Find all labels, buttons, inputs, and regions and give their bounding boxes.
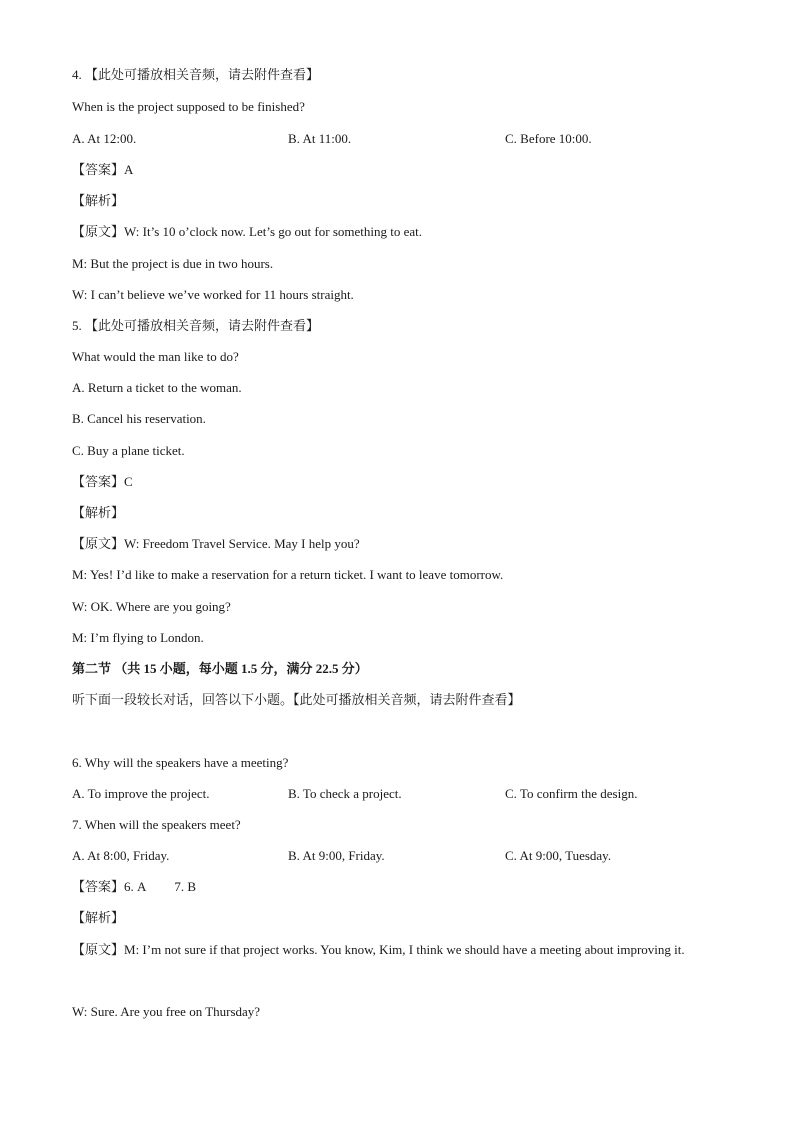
transcript-label: 【原文】 bbox=[72, 536, 125, 551]
q67-analysis-label: 【解析】 bbox=[72, 910, 125, 925]
q4-transcript-line-1 bbox=[72, 224, 422, 240]
q67-answer bbox=[72, 879, 196, 895]
q4-answer bbox=[72, 162, 133, 178]
transcript-label: 【原文】 bbox=[72, 942, 125, 957]
q5-transcript-line-2: M: Yes! I’d like to make a reservation for a return ticket. I want to leave tomorrow. bbox=[72, 567, 504, 582]
transcript-label: 【原文】 bbox=[72, 224, 125, 239]
answer-label: 【答案】 bbox=[72, 879, 125, 894]
transcript-text: W: Freedom Travel Service. May I help you? bbox=[124, 536, 360, 551]
q4-transcript-line-3: W: I can’t believe we’ve worked for 11 hours straight. bbox=[72, 287, 354, 302]
q4-analysis-label: 【解析】 bbox=[72, 193, 125, 208]
transcript-text: W: It’s 10 o’clock now. Let’s go out for something to eat. bbox=[124, 224, 422, 239]
q5-transcript-line-1 bbox=[72, 536, 360, 552]
q4-header: 4. 【此处可播放相关音频，请去附件查看】 bbox=[72, 67, 320, 82]
q5-question: What would the man like to do? bbox=[72, 349, 239, 364]
q5-option-b: B. Cancel his reservation. bbox=[72, 411, 206, 426]
q5-option-a: A. Return a ticket to the woman. bbox=[72, 380, 242, 395]
q4-option-c: C. Before 10:00. bbox=[505, 131, 592, 146]
q5-option-c: C. Buy a plane ticket. bbox=[72, 443, 185, 458]
q7-question: 7. When will the speakers meet? bbox=[72, 817, 241, 832]
q5-transcript-line-4: M: I’m flying to London. bbox=[72, 630, 204, 645]
q67-transcript-line-1 bbox=[72, 934, 722, 965]
section-2-instruction: 听下面一段较长对话，回答以下小题。【此处可播放相关音频，请去附件查看】 bbox=[72, 692, 521, 707]
answer-value: C bbox=[124, 474, 133, 489]
transcript-text: M: I’m not sure if that project works. You know, Kim, I think we should have a meeting about improving it. bbox=[124, 942, 685, 957]
q7-option-b: B. At 9:00, Friday. bbox=[288, 848, 385, 863]
answer-label: 【答案】 bbox=[72, 474, 125, 489]
q7-option-c: C. At 9:00, Tuesday. bbox=[505, 848, 612, 863]
q4-option-b: B. At 11:00. bbox=[288, 131, 352, 146]
q6-option-c: C. To confirm the design. bbox=[505, 786, 638, 801]
section-2-title: 第二节 （共 15 小题，每小题 1.5 分，满分 22.5 分） bbox=[72, 661, 368, 676]
q5-transcript-line-3: W: OK. Where are you going? bbox=[72, 599, 231, 614]
q6-question: 6. Why will the speakers have a meeting? bbox=[72, 755, 289, 770]
q5-header: 5. 【此处可播放相关音频，请去附件查看】 bbox=[72, 318, 320, 333]
q5-answer bbox=[72, 474, 133, 490]
answer-value: A bbox=[124, 162, 134, 177]
q5-analysis-label: 【解析】 bbox=[72, 505, 125, 520]
answer-label: 【答案】 bbox=[72, 162, 125, 177]
q6-option-b: B. To check a project. bbox=[288, 786, 402, 801]
q7-option-a: A. At 8:00, Friday. bbox=[72, 848, 170, 863]
q67-transcript-line-2: W: Sure. Are you free on Thursday? bbox=[72, 1004, 261, 1019]
answer-value-7: 7. B bbox=[174, 879, 197, 894]
q4-option-a: A. At 12:00. bbox=[72, 131, 137, 146]
q6-option-a: A. To improve the project. bbox=[72, 786, 210, 801]
q4-question: When is the project supposed to be finished? bbox=[72, 99, 305, 114]
answer-value-6: 6. A bbox=[124, 879, 147, 894]
q4-transcript-line-2: M: But the project is due in two hours. bbox=[72, 256, 274, 271]
